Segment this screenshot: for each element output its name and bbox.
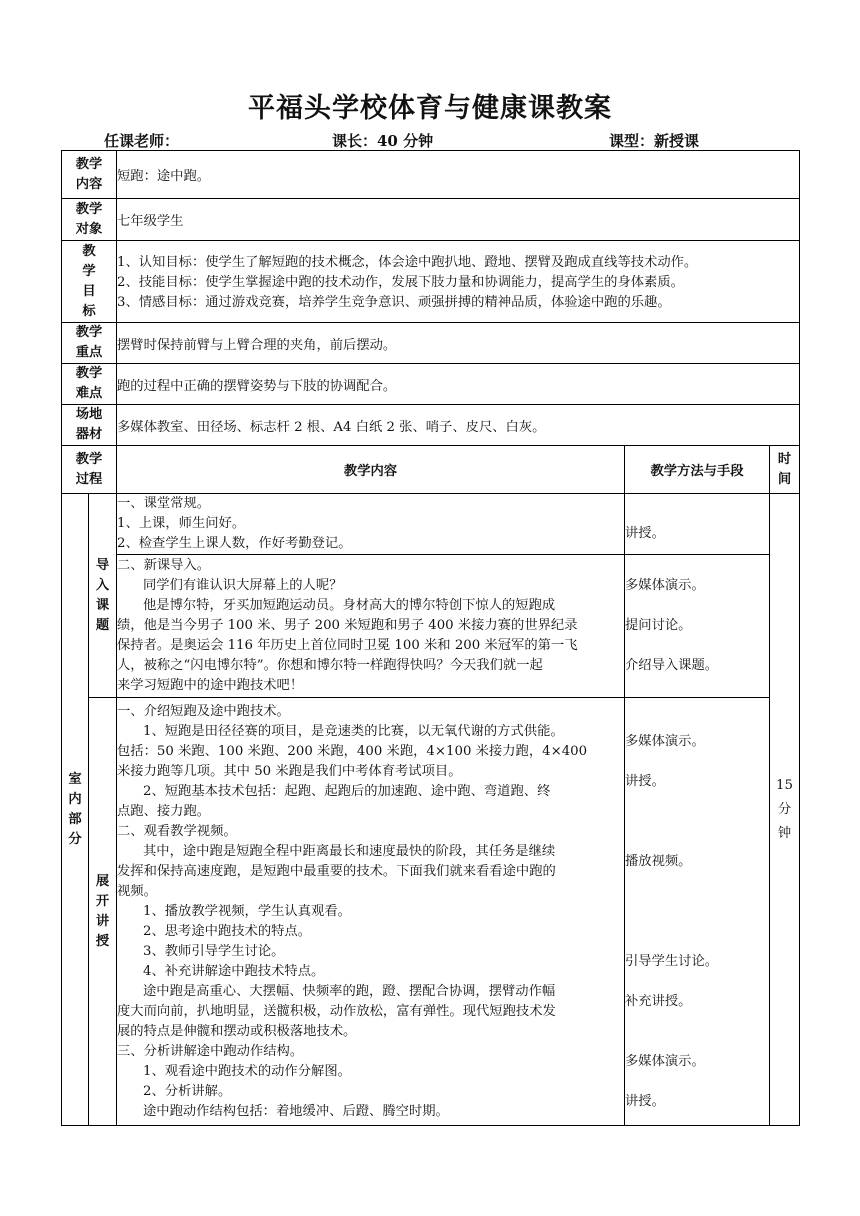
goal-line: 1、认知目标：使学生了解短跑的技术概念，体会途中跑扒地、蹬地、摆臂及跑成直线等技术动作。 (117, 254, 698, 270)
row-value: 摆臂时保持前臂与上臂合理的夹角，前后摆动。 (117, 323, 800, 364)
row-value: 多媒体教室、田径场、标志杆 2 根、A4 白纸 2 张、哨子、皮尺、白灰。 (117, 405, 800, 446)
method-header: 教学方法与手段 (625, 446, 770, 494)
row-key (62, 323, 800, 364)
row-content (62, 151, 800, 199)
row-label: 教学 重点 (62, 323, 117, 364)
page-title: 平福头学校体育与健康课教案 (248, 93, 612, 124)
row-label: 场地 器材 (62, 405, 117, 446)
intro-new-lesson-row (62, 555, 800, 698)
routine-method: 讲授。 (625, 494, 770, 555)
goal-line: 2、技能目标：使学生掌握途中跑的技术动作，发展下肢力量和协调能力，提高学生的身体素质。 (117, 274, 684, 290)
process-header-row (62, 446, 800, 494)
row-label: 教 学 目 标 (62, 241, 117, 323)
duration-label: 课长：40 分钟 (332, 132, 434, 150)
routine-text: 一、课堂常规。 1、上课，师生问好。 2、检查学生上课人数，作好考勤登记。 (117, 494, 625, 555)
time-cell: 15 分 钟 (770, 494, 800, 1126)
explain-methods: 多媒体演示。 讲授。 播放视频。 引导学生讨论。 补充讲授。 多媒体演示。 讲授。 (625, 698, 770, 1126)
row-goals (62, 241, 800, 323)
row-difficulty (62, 364, 800, 405)
intro-routine-row (62, 494, 800, 555)
explain-label: 展 开 讲 授 (89, 698, 117, 1126)
teacher-label: 任课老师： (104, 132, 180, 150)
row-value: 七年级学生 (117, 199, 800, 241)
process-label: 教学 过程 (62, 446, 117, 494)
lesson-plan-table (61, 150, 800, 1126)
row-label: 教学 难点 (62, 364, 117, 405)
new-lesson-text: 二、新课导入。 同学们有谁认识大屏幕上的人呢？ 他是博尔特，牙买加短跑运动员。身材高大的博尔特创下惊人的短跑成 绩，他是当今男子 100 米、男子 200 米短跑和男子 400 米接力赛的世界纪录 保持者。是奥运会 116 年历史上首位同时卫冕 100 米和 200 米冠军的第一飞 人，被称之“闪电博尔特”。你想和博尔特一样跑得快吗？今天我们就一起 来学习短跑中的途中跑技术吧！ (117, 555, 625, 698)
row-value: 跑的过程中正确的摆臂姿势与下肢的协调配合。 (117, 364, 800, 405)
row-label: 教学 对象 (62, 199, 117, 241)
explain-text: 一、介绍短跑及途中跑技术。 1、短跑是田径径赛的项目，是竞速类的比赛，以无氧代谢的方式供能。 包括：50 米跑、100 米跑、200 米跑，400 米跑，4×100 米接力跑，4×400 米接力跑等几项。其中 50 米跑是我们中考体育考试项目。 2、短跑基本技术包括：起跑、起跑后的加速跑、途中跑、弯道跑、终 点跑、接力跑。 二、观看教学视频。 其中，途中跑是短跑全程中距离最长和速度最快的阶段，其任务是继续 发挥和保持高速度跑，是短跑中最重要的技术。下面我们就来看看途中跑的 视频。 1、播放教学视频，学生认真观看。 2、思考途中跑技术的特点。 3、教师引导学生讨论。 4、补充讲解途中跑技术特点。 途中跑是高重心、大摆幅、快频率的跑，蹬、摆配合协调，摆臂动作幅 度大而向前，扒地明显，送髋积极，动作放松，富有弹性。现代短跑技术发 展的特点是伸髋和摆动或积极落地技术。 三、分析讲解途中跑动作结构。 1、观看途中跑技术的动作分解图。 2、分析讲解。 途中跑动作结构包括：着地缓冲、后蹬、腾空时期。 (117, 698, 625, 1126)
intro-label: 导 入 课 题 (89, 494, 117, 698)
goals-text (117, 241, 800, 323)
content-header: 教学内容 (117, 446, 625, 494)
lesson-type-label: 课型：新授课 (609, 132, 700, 150)
indoor-section-label: 室 内 部 分 (62, 494, 89, 1126)
row-target (62, 199, 800, 241)
time-header: 时 间 (770, 446, 800, 494)
explain-row (62, 698, 800, 1126)
row-label: 教学 内容 (62, 151, 117, 199)
row-venue (62, 405, 800, 446)
row-value: 短跑：途中跑。 (117, 151, 800, 199)
goal-line: 3、情感目标：通过游戏竞赛，培养学生竞争意识、顽强拼搏的精神品质，体验途中跑的乐趣。 (117, 294, 671, 310)
new-lesson-methods: 多媒体演示。 提问讨论。 介绍导入课题。 (625, 555, 770, 698)
